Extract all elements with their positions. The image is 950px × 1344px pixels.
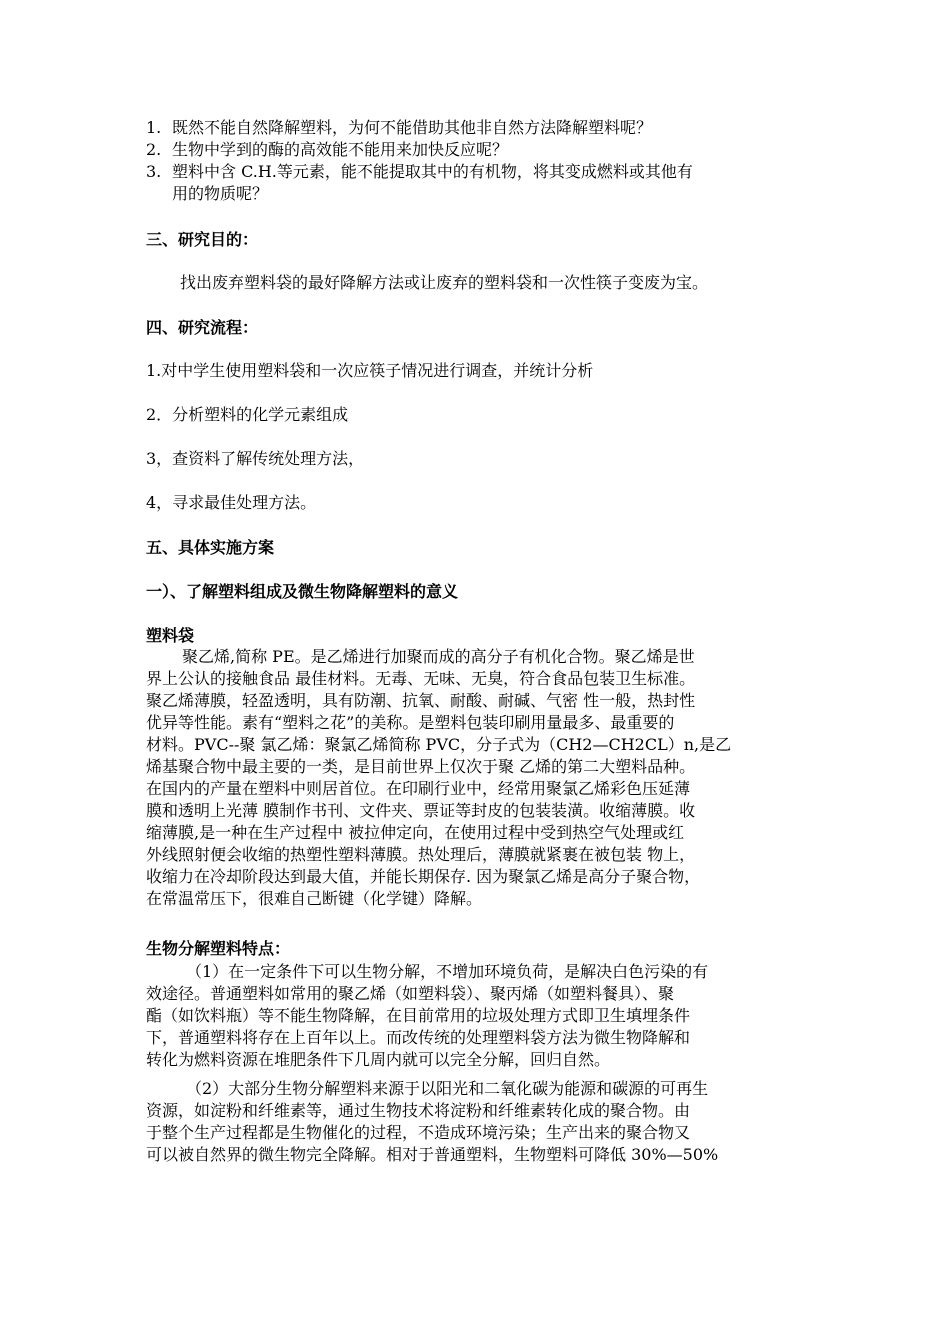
paragraph-line: 可以被自然界的微生物完全降解。相对于普通塑料，生物塑料可降低 30%—50% (146, 1145, 719, 1164)
paragraph-line: 于整个生产过程都是生物催化的过程，不造成环境污染；生产出来的聚合物又 (146, 1123, 691, 1142)
section-heading-process: 四、研究流程： (146, 318, 259, 337)
question-item-1 (146, 117, 652, 138)
paragraph-line: 烯基聚合物中最主要的一类，是目前世界上仅次于聚 乙烯的第二大塑料品种。 (146, 757, 696, 776)
paragraph-line: 资源，如淀粉和纤维素等，通过生物技术将淀粉和纤维素转化成的聚合物。由 (146, 1101, 691, 1120)
paragraph-line: 在国内的产量在塑料中则居首位。在印刷行业中，经常用聚氯乙烯彩色压延薄 (146, 779, 691, 798)
paragraph-line: 材料。PVC--聚 氯乙烯：聚氯乙烯简称 PVC，分子式为（CH2—CH2CL）n,是乙 (146, 735, 732, 754)
process-step-1: 1.对中学生使用塑料袋和一次应筷子情况进行调查，并统计分析 (146, 361, 594, 380)
bio-plastic-paragraph-2 (146, 1078, 806, 1166)
paragraph-line: 聚乙烯薄膜，轻盈透明，具有防潮、抗氧、耐酸、耐碱、气密 性一般，热封性 (146, 691, 696, 710)
paragraph-line: 膜和透明上光薄 膜制作书刊、文件夹、票证等封皮的包装装潢。收缩薄膜。收 (146, 801, 696, 820)
plastic-bag-paragraph (146, 646, 806, 910)
bio-plastic-title: 生物分解塑料特点： (146, 939, 291, 958)
question-item-2 (146, 139, 508, 160)
paragraph-line: （1）在一定条件下可以生物分解，不增加环境负荷，是解决白色污染的有 (186, 962, 709, 981)
subsection-heading: 一）、了解塑料组成及微生物降解塑料的意义 (146, 582, 459, 601)
paragraph-line: 转化为燃料资源在堆肥条件下几周内就可以完全分解，回归自然。 (146, 1050, 611, 1069)
section-heading-plan: 五、具体实施方案 (146, 538, 275, 557)
section-heading-purpose: 三、研究目的： (146, 230, 259, 249)
process-step-3: 3，查资料了解传统处理方法， (146, 449, 365, 468)
paragraph-line: 酯（如饮料瓶）等不能生物降解，在目前常用的垃圾处理方式即卫生填埋条件 (146, 1006, 691, 1025)
question-text: 生物中学到的酶的高效能不能用来加快反应呢？ (172, 140, 509, 159)
paragraph-line: 在常温常压下，很难自己断键（化学键）降解。 (146, 889, 483, 908)
bio-plastic-paragraph-1 (146, 961, 806, 1071)
question-item-3-cont (146, 183, 268, 204)
paragraph-line: 界上公认的接触食品 最佳材料。无毒、无味、无臭，符合食品包装卫生标准。 (146, 669, 696, 688)
question-number: 2. (146, 140, 162, 159)
question-number: 1. (146, 118, 162, 137)
process-step-2: 2．分析塑料的化学元素组成 (146, 405, 349, 424)
paragraph-line: 收缩力在冷却阶段达到最大值，并能长期保存. 因为聚氯乙烯是高分子聚合物， (146, 867, 701, 886)
paragraph-line: 缩薄膜,是一种在生产过程中 被拉伸定向，在使用过程中受到热空气处理或红 (146, 823, 685, 842)
question-number: 3. (146, 162, 162, 181)
paragraph-line: 下，普通塑料将存在上百年以上。而改传统的处理塑料袋方法为微生物降解和 (146, 1028, 691, 1047)
question-text: 塑料中含 C.H.等元素，能不能提取其中的有机物，将其变成燃料或其他有 (172, 162, 693, 181)
paragraph-line: 优异等性能。素有“塑料之花”的美称。是塑料包装印刷用量最多、最重要的 (146, 713, 675, 732)
paragraph-line: 效途径。普通塑料如常用的聚乙烯（如塑料袋）、聚丙烯（如塑料餐具）、聚 (146, 984, 675, 1003)
question-item-3 (146, 161, 693, 182)
paragraph-line: 外线照射便会收缩的热塑性塑料薄膜。热处理后，薄膜就紧裹在被包装 物上， (146, 845, 696, 864)
purpose-text: 找出废弃塑料袋的最好降解方法或让废弃的塑料袋和一次性筷子变废为宝。 (180, 273, 709, 292)
process-step-4: 4，寻求最佳处理方法。 (146, 493, 317, 512)
plastic-bag-title: 塑料袋 (146, 626, 195, 645)
paragraph-line: 聚乙烯,简称 PE。是乙烯进行加聚而成的高分子有机化合物。聚乙烯是世 (182, 647, 695, 666)
question-text: 既然不能自然降解塑料，为何不能借助其他非自然方法降解塑料呢？ (172, 118, 653, 137)
paragraph-line: （2）大部分生物分解塑料来源于以阳光和二氧化碳为能源和碳源的可再生 (186, 1079, 709, 1098)
question-text: 用的物质呢？ (172, 184, 269, 203)
